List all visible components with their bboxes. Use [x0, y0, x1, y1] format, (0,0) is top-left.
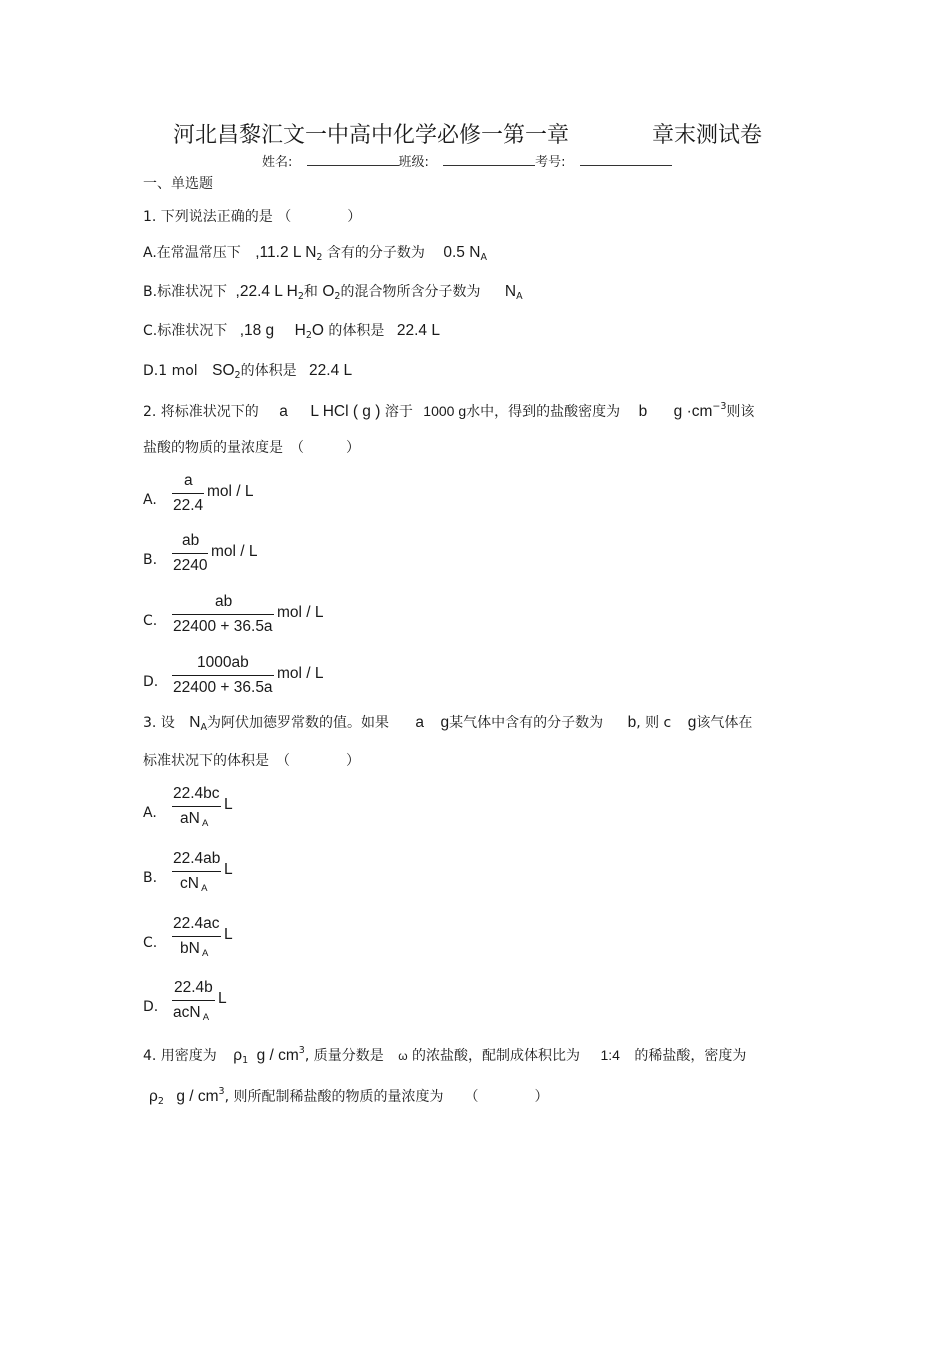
fraction-bar [172, 871, 221, 872]
unit: mol / L [277, 665, 324, 682]
unit: L [218, 990, 227, 1007]
q2-option-label: C. [143, 613, 158, 629]
denominator: 22400 + 36.5a [173, 618, 273, 635]
q3-option-label: D. [143, 999, 159, 1015]
unit: mol / L [207, 483, 254, 500]
unit: mol / L [211, 543, 258, 560]
unit: mol / L [277, 604, 324, 621]
q1-option-c: C.标准状况下 ,18 g $H_2O$ 的体积是 22.4 L [143, 322, 440, 341]
denominator: bN $_A$ [180, 940, 209, 959]
question-2-stem-line1: 2. 将标准状况下的 a L HCl ( g ) 溶于 1000 g水中，得到的盐酸密度为 b $g \cdot cm^{-3}$则该 [143, 401, 755, 420]
fraction-bar [172, 614, 274, 615]
denominator: acN $_A$ [173, 1004, 210, 1023]
question-4-stem-line1: 4. 用密度为 $\rho_1$ g / $cm^3$, 质量分数是 ω 的浓盐酸，配制成体积比为 1:4 的稀盐酸，密度为 [143, 1045, 747, 1066]
q3-option-label: B. [143, 870, 158, 886]
unit: L [224, 926, 233, 943]
numerator: 1000ab [197, 654, 249, 671]
denominator: 2240 [173, 557, 208, 574]
numerator: 22.4b [174, 979, 213, 996]
denominator: 22.4 [173, 497, 204, 514]
question-1-stem: 1. 下列说法正确的是 （ ） [143, 209, 362, 225]
unit: L [224, 796, 233, 813]
question-3-stem-line2: 标准状况下的体积是 （ ） [143, 753, 360, 769]
q3-option-label: C. [143, 935, 158, 951]
name-field[interactable] [307, 153, 399, 166]
numerator: 22.4bc [173, 785, 220, 802]
denominator: aN $_A$ [180, 810, 209, 829]
q2-option-label: B. [143, 552, 158, 568]
page-title-suffix: 章末测试卷 [652, 123, 763, 148]
numerator: a [184, 472, 193, 489]
class-field[interactable] [443, 153, 535, 166]
class-label: 班级: [398, 155, 429, 170]
q1-option-a: A.在常温常压下 ,11.2 L $N_2$ 含有的分子数为 0.5 $N_A$ [143, 244, 487, 263]
exam-number-label: 考号: [535, 155, 566, 170]
unit: L [224, 861, 233, 878]
fraction-bar [172, 493, 204, 494]
student-info-line [262, 151, 672, 170]
title-main: 河北昌黎汇文一中高中化学必修一第一章 [173, 123, 570, 148]
page-title [173, 118, 569, 149]
denominator: cN $_A$ [180, 875, 208, 894]
fraction-bar [172, 675, 274, 676]
q2-option-label: D. [143, 674, 159, 690]
fraction-bar [172, 806, 221, 807]
fraction-bar [172, 936, 221, 937]
question-2-stem-line2: 盐酸的物质的量浓度是 （ ） [143, 440, 360, 456]
fraction-bar [172, 553, 208, 554]
name-label: 姓名: [262, 155, 293, 170]
q1-option-d: D.1 mol $SO_2$的体积是 22.4 L [143, 362, 353, 381]
q3-option-label: A. [143, 805, 157, 821]
q1-option-b: B.标准状况下 ,22.4 L $H_2$和 $O_2$的混合物所含分子数为 $N_A$ [143, 283, 523, 302]
question-4-stem-line2: $\rho_2$ g / $cm^3$, 则所配制稀盐酸的物质的量浓度为 （ ） [149, 1086, 549, 1107]
question-3-stem-line1: 3. 设 $N_A$为阿伏加德罗常数的值。如果 a g某气体中含有的分子数为 b, 则 c g该气体在 [143, 714, 753, 733]
numerator: ab [215, 593, 233, 610]
denominator: 22400 + 36.5a [173, 679, 273, 696]
q2-option-label: A. [143, 492, 157, 508]
numerator: ab [182, 532, 200, 549]
numerator: 22.4ab [173, 850, 221, 867]
exam-number-field[interactable] [580, 153, 672, 166]
section-heading: 一、单选题 [143, 176, 213, 192]
fraction-bar [172, 1000, 215, 1001]
numerator: 22.4ac [173, 915, 220, 932]
